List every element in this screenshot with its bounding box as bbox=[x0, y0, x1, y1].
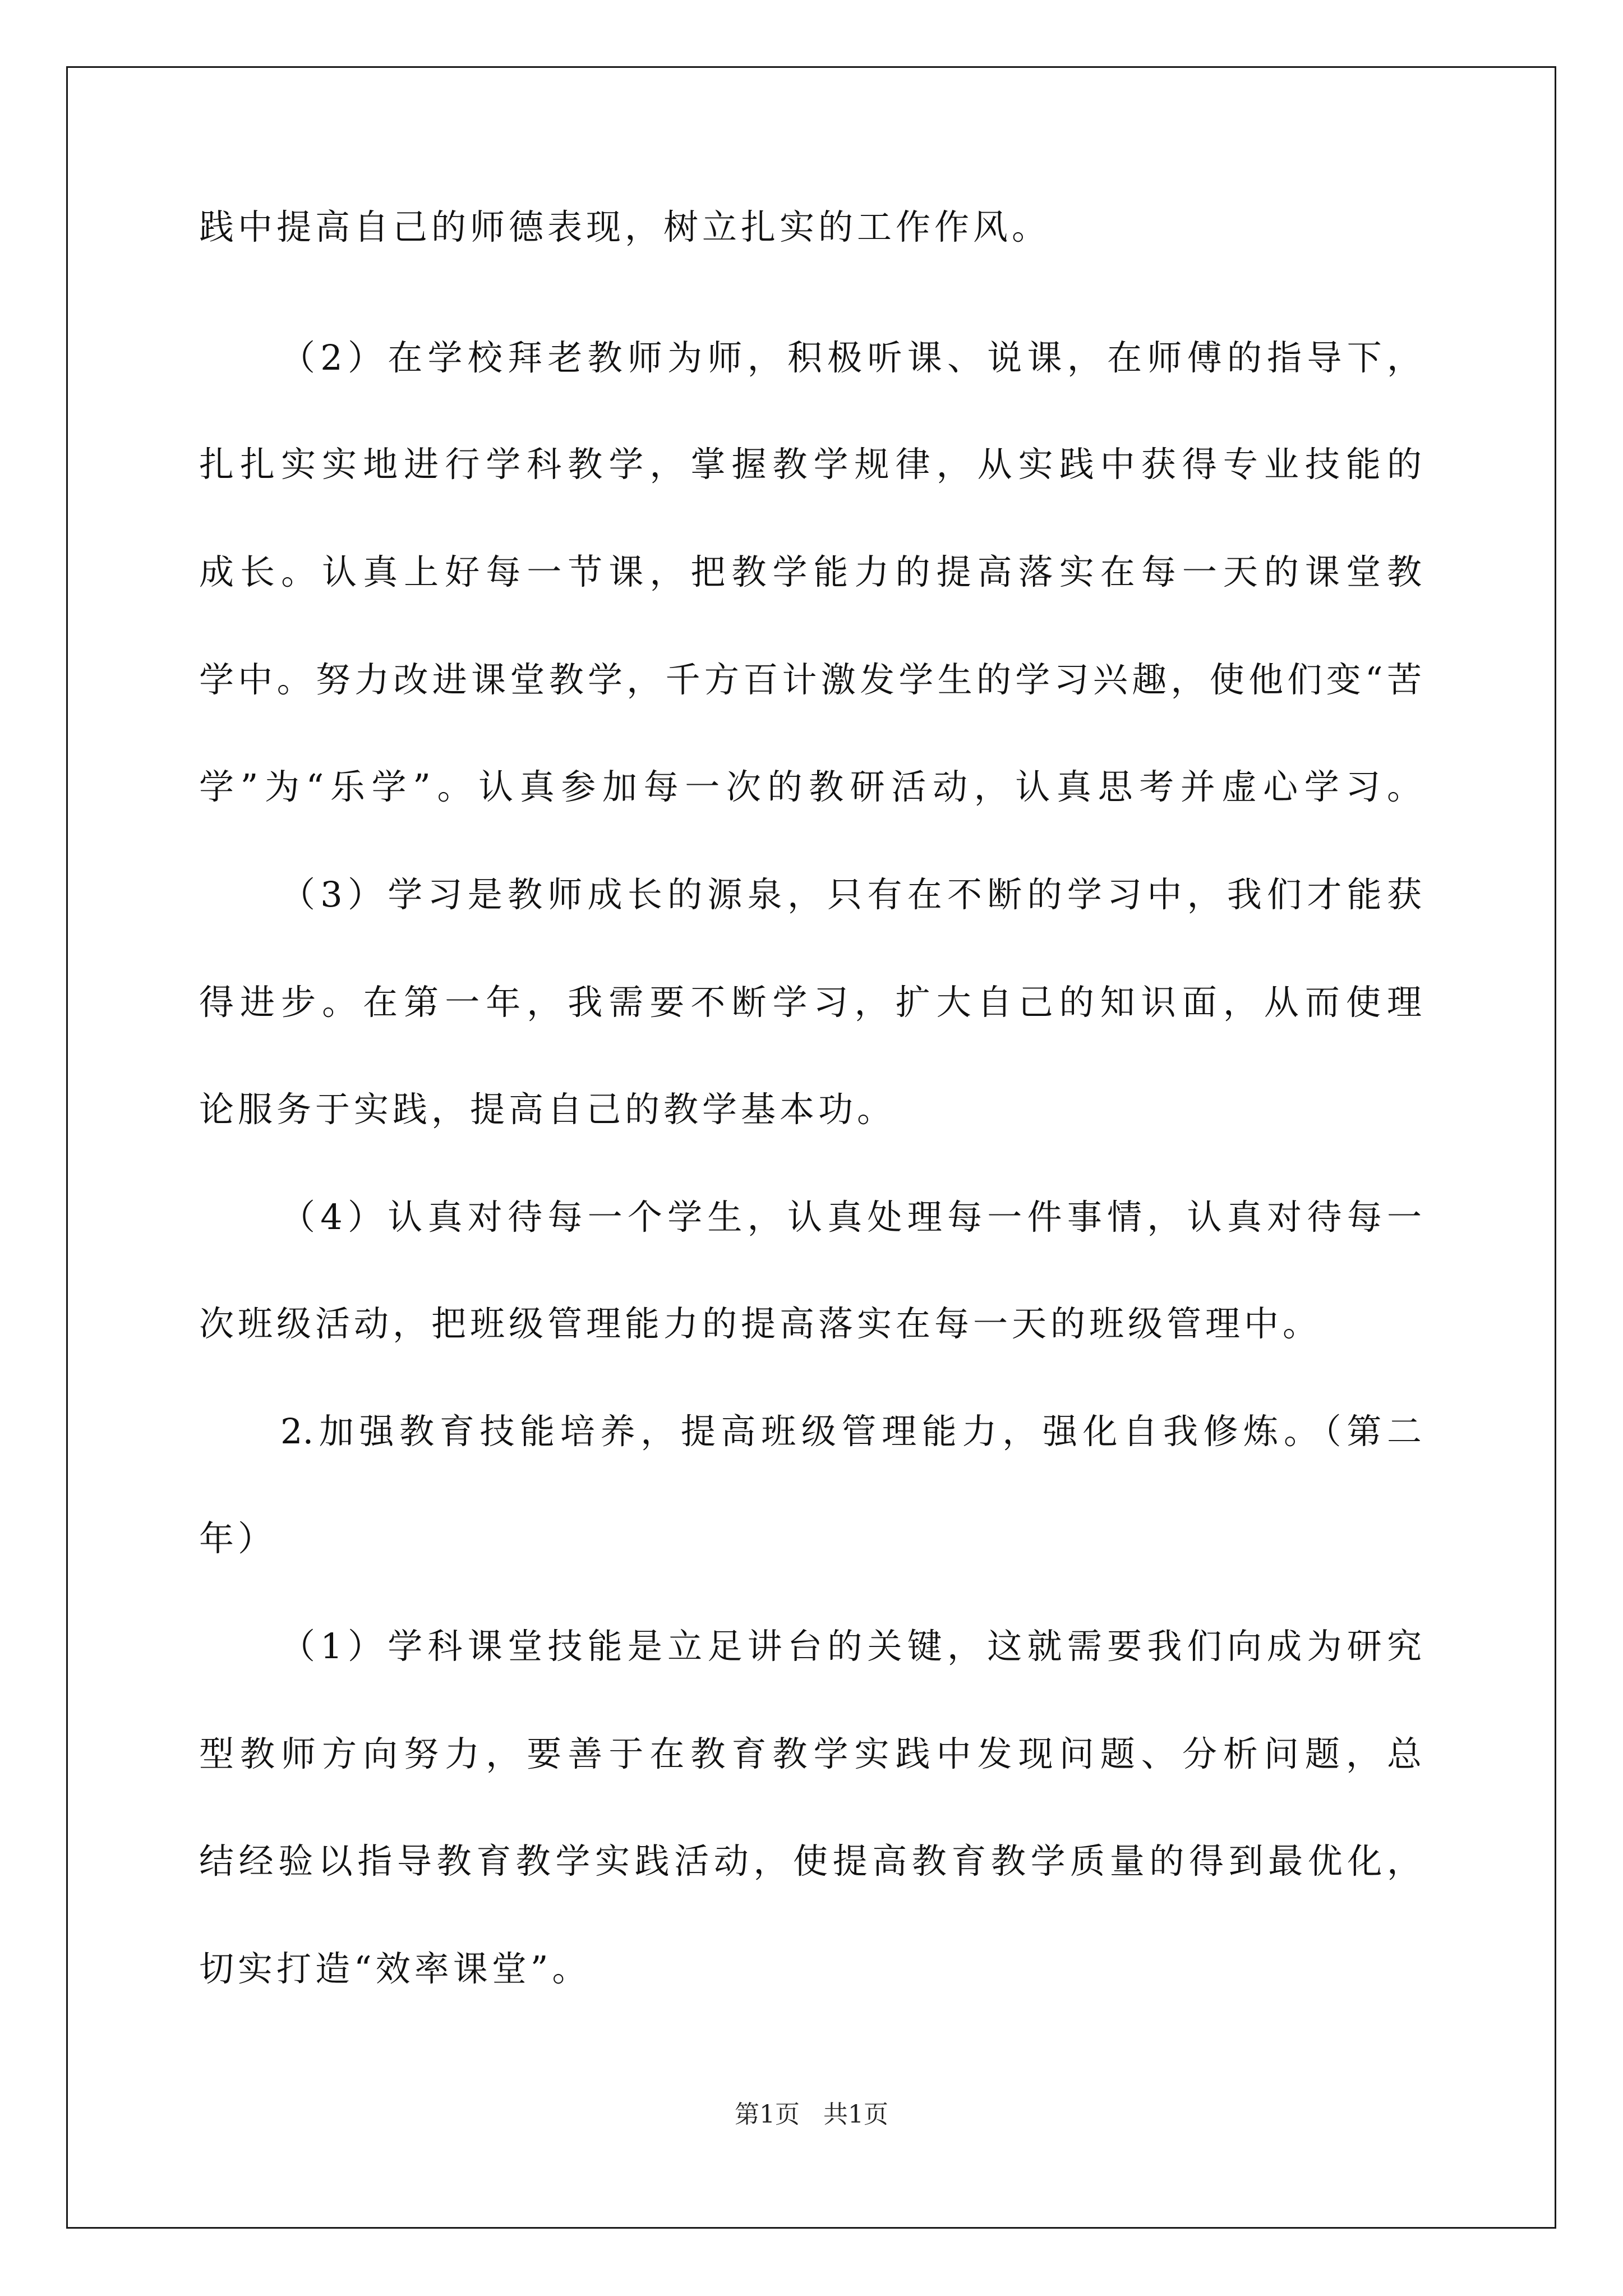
body-line: （2）在学校拜老教师为师，积极听课、说课，在师傅的指导下， bbox=[280, 337, 1422, 378]
body-line: （3）学习是教师成长的源泉，只有在不断的学习中，我们才能获 bbox=[280, 874, 1422, 915]
body-line: 成长。认真上好每一节课，把教学能力的提高落实在每一天的课堂教 bbox=[199, 551, 1422, 592]
body-line: 切实打造“效率课堂”。 bbox=[199, 1948, 591, 1989]
page-border bbox=[66, 66, 1556, 2229]
body-line: 得进步。在第一年，我需要不断学习，扩大自己的知识面，从而使理 bbox=[199, 982, 1422, 1023]
heading-line: 年） bbox=[199, 1518, 277, 1559]
body-line: 论服务于实践，提高自己的教学基本功。 bbox=[199, 1089, 896, 1130]
body-line: 次班级活动，把班级管理能力的提高落实在每一天的班级管理中。 bbox=[199, 1303, 1322, 1344]
body-line: 型教师方向努力，要善于在教育教学实践中发现问题、分析问题，总 bbox=[199, 1733, 1422, 1774]
heading-line: 2.加强教育技能培养，提高班级管理能力，强化自我修炼。（第二 bbox=[280, 1411, 1422, 1452]
page-footer: 第1页 共1页 bbox=[735, 2100, 888, 2129]
body-line: 学中。努力改进课堂教学，千方百计激发学生的学习兴趣，使他们变“苦 bbox=[199, 659, 1422, 700]
body-line: 学”为“乐学”。认真参加每一次的教研活动，认真思考并虚心学习。 bbox=[199, 766, 1422, 807]
body-line: （1）学科课堂技能是立足讲台的关键，这就需要我们向成为研究 bbox=[280, 1626, 1422, 1667]
body-line: 践中提高自己的师德表现，树立扎实的工作作风。 bbox=[199, 206, 1051, 247]
body-line: （4）认真对待每一个学生，认真处理每一件事情，认真对待每一 bbox=[280, 1197, 1422, 1237]
body-line: 扎扎实实地进行学科教学，掌握教学规律，从实践中获得专业技能的 bbox=[199, 444, 1422, 485]
body-line: 结经验以指导教育教学实践活动，使提高教育教学质量的得到最优化， bbox=[199, 1841, 1422, 1881]
